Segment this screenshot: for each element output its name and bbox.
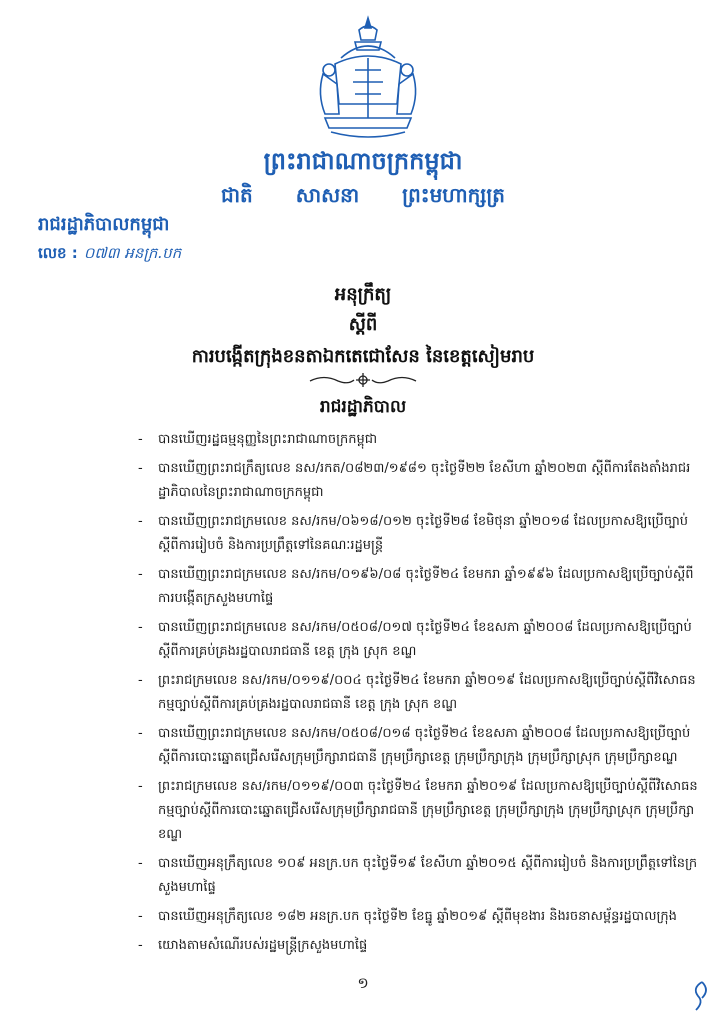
page-number: ១ xyxy=(357,974,369,992)
preamble-clause-list xyxy=(138,428,698,963)
authority-heading: រាជរដ្ឋាភិបាល xyxy=(319,397,407,417)
motto-king: ព្រះមហាក្សត្រ xyxy=(402,183,505,207)
document-number-label: លេខ : xyxy=(38,244,78,262)
document-number xyxy=(38,244,181,266)
list-item: - បានឃើញព្រះរាជក្រមលេខ នស/រកម/០១៩៦/០៨ ចុះថ្ងៃទី២៤ ខែមករា ឆ្នាំ១៩៩៦ ដែលប្រកាសឱ្យប្រើច្បាប់ស្តីពីការបង្កើតក្រសួងមហាផ្ទៃ xyxy=(138,567,694,606)
list-item: - បានឃើញព្រះរាជក្រមលេខ នស/រកម/០៥០៨/០១៨ ចុះថ្ងៃទី២៤ ខែឧសភា ឆ្នាំ២០០៨ ដែលប្រកាសឱ្យប្រើច្បាប់ស្តីពីការបោះឆ្នោតជ្រើសរើសក្រុមប្រឹក្សារាជធានី ក្រុមប្រឹក្សាខេត្ត ក្រុមប្រឹក្សាក្រុង ក្រុមប្រឹក្សាស្រុក ក្រុមប្រឹក្សាខណ្ឌ xyxy=(138,726,691,765)
motto-religion: សាសនា xyxy=(295,183,360,207)
issuer-name: រាជរដ្ឋាភិបាលកម្ពុជា xyxy=(38,214,170,235)
list-item: - ព្រះរាជក្រមលេខ នស/រកម/០១១៩/០០៣ ចុះថ្ងៃទី២៤ ខែមករា ឆ្នាំ២០១៩ ដែលប្រកាសឱ្យប្រើច្បាប់ស្តីពីវិសោធនកម្មច្បាប់ស្តីពីការបោះឆ្នោតជ្រើសរើសក្រុមប្រឹក្សារាជធានី ក្រុមប្រឹក្សាខេត្ត ក្រុមប្រឹក្សាក្រុង ក្រុមប្រឹក្សាស្រុក ក្រុមប្រឹក្សាខណ្ឌ xyxy=(138,779,698,842)
kingdom-title: ព្រះរាជាណាចក្រកម្ពុជា xyxy=(263,147,463,175)
document-type: អនុក្រឹត្យ xyxy=(334,284,392,305)
document-number-value: ០៧៣ អនក្រ.បក xyxy=(83,244,182,262)
list-item: - ព្រះរាជក្រមលេខ នស/រកម/០១១៩/០០៤ ចុះថ្ងៃទី២៤ ខែមករា ឆ្នាំ២០១៩ ដែលប្រកាសឱ្យប្រើច្បាប់ស្តីពីវិសោធនកម្មច្បាប់ស្តីពីការគ្រប់គ្រងរដ្ឋបាលរាជធានី ខេត្ត ក្រុង ស្រុក ខណ្ឌ xyxy=(138,673,696,712)
motto-nation: ជាតិ xyxy=(220,183,253,207)
list-item: - បានឃើញព្រះរាជក្រឹត្យលេខ នស/រកត/០៨២៣/១៩៨១ ចុះថ្ងៃទី២២ ខែសីហា ឆ្នាំ២០២៣ ស្តីពីការតែងតាំងរាជរដ្ឋាភិបាលនៃព្រះរាជាណាចក្រកម្ពុជា xyxy=(138,461,691,500)
floral-divider-icon xyxy=(306,372,420,388)
royal-arms-emblem-icon xyxy=(315,14,421,142)
list-item: - បានឃើញព្រះរាជក្រមលេខ នស/រកម/០៦១៨/០១២ ចុះថ្ងៃទី២៨ ខែមិថុនា ឆ្នាំ២០១៨ ដែលប្រកាសឱ្យប្រើច្បាប់ស្តីពីការរៀបចំ និងការប្រព្រឹត្តទៅនៃគណៈរដ្ឋមន្ត្រី xyxy=(138,514,689,553)
document-subject: ការបង្កើតក្រុងខនតាឯកតេជោសែន នៃខេត្តសៀមរាប xyxy=(191,346,535,367)
document-about: ស្តីពី xyxy=(348,314,378,335)
list-item: - បានឃើញអនុក្រឹត្យលេខ ១៨២ អនក្រ.បក ចុះថ្ងៃទី២ ខែធ្នូ ឆ្នាំ២០១៩ ស្តីពីមុខងារ និងរចនាសម្ព័ន្ធរដ្ឋបាលក្រុង xyxy=(138,909,677,924)
handwritten-initial-icon xyxy=(688,978,716,1014)
list-item: - បានឃើញអនុក្រឹត្យលេខ ១០៩ អនក្រ.បក ចុះថ្ងៃទី១៩ ខែសីហា ឆ្នាំ២០១៥ ស្តីពីការរៀបចំ និងការប្រព្រឹត្តទៅនៃក្រសួងមហាផ្ទៃ xyxy=(138,856,698,895)
list-item: - បានឃើញរដ្ឋធម្មនុញ្ញនៃព្រះរាជាណាចក្រកម្ពុជា xyxy=(138,432,378,447)
list-item: - បានឃើញព្រះរាជក្រមលេខ នស/រកម/០៥០៨/០១៧ ចុះថ្ងៃទី២៤ ខែឧសភា ឆ្នាំ២០០៨ ដែលប្រកាសឱ្យប្រើច្បាប់ស្តីពីការគ្រប់គ្រងរដ្ឋបាលរាជធានី ខេត្ត ក្រុង ស្រុក ខណ្ឌ xyxy=(138,620,692,659)
list-item: - យោងតាមសំណើរបស់រដ្ឋមន្ត្រីក្រសួងមហាផ្ទៃ xyxy=(138,938,368,953)
national-motto xyxy=(0,182,726,212)
